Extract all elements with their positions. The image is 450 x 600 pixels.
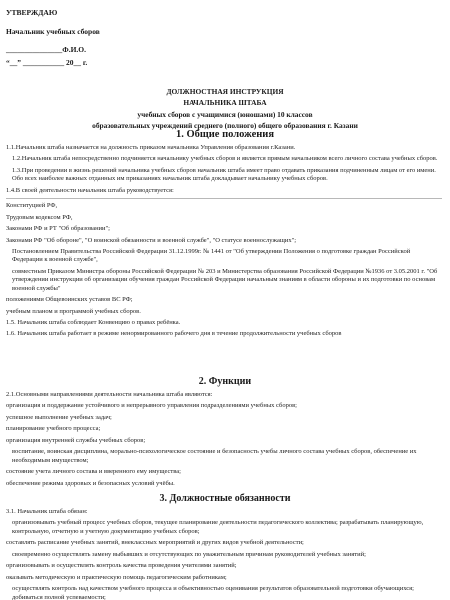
section-1-body xyxy=(6,144,442,342)
section-2-body xyxy=(6,391,442,491)
divider xyxy=(6,198,442,199)
title-line-4: образовательных учреждений среднего (полного) общего образования г. Казани xyxy=(92,121,358,131)
section-1-heading: 1. Общие положения xyxy=(175,129,275,140)
paragraph: оказывать методическую и практическую помощь педагогическим работникам; xyxy=(6,573,227,581)
section-2-heading: 2. Функции xyxy=(198,376,252,387)
paragraph: 2.1.Основными направлениями деятельности начальника штаба являются: xyxy=(6,391,213,398)
paragraph: 1.5. Начальник штаба соблюдает Конвенцию о правах ребёнка. xyxy=(6,319,181,326)
paragraph: 1.3.При проведении в жизнь решений начальника учебных сборов начальник штаба имеет право отдавать приказания подчиненным лицам от его имени. Обо всех наиболее важных отданных им приказаниях начальник штаба докладывает начальнику учебных сборов. xyxy=(12,166,436,183)
paragraph: 1.1.Начальник штаба назначается на должность приказом начальника Управления образования г.Казани. xyxy=(6,144,296,151)
paragraph: организация и поддержание устойчивого и непрерывного управления подразделениями учебных сборов; xyxy=(6,402,297,410)
paragraph: 1.2.Начальник штаба непосредственно подчиняется начальнику учебных сборов и является прямым начальником всего личного состава учебных сборов. xyxy=(12,155,438,163)
paragraph: Законами РФ и РТ "Об образовании"; xyxy=(6,225,110,233)
paragraph: организовывать и осуществлять контроль качества проведения учителями занятий; xyxy=(6,562,237,570)
section-3-body xyxy=(6,508,442,600)
paragraph: осуществлять контроль над качеством учебного процесса и объективностью оценивания результатов образовательной подготовки обучающихся; добиваться полной успеваемости; xyxy=(12,585,414,600)
signature-line: _______________Ф.И.О. xyxy=(6,45,86,55)
paragraph: 3.1. Начальник штаба обязан: xyxy=(6,508,88,515)
title-line-2: НАЧАЛЬНИКА ШТАБА xyxy=(183,98,267,108)
paragraph: 1.6. Начальник штаба работает в режиме ненормированного рабочего дня в течение продолжительности учебных сборов xyxy=(6,330,342,338)
approver-position: Начальник учебных сборов xyxy=(6,27,100,37)
paragraph: 1.4.В своей деятельности начальник штаба руководствуется: xyxy=(6,186,174,194)
paragraph: совместным Приказом Министра обороны Российской Федерации № 203 и Министерства образования Российской Федерации №1936 от 3.05.2001 г. "Об утверждении инструкции об организации обучения граждан Российской Федерации начальным знаниям в области обороны и их подготовки по основам военной службы" xyxy=(12,267,438,292)
paragraph: своевременно осуществлять замену выбывших и отсутствующих по уважительным причинам руководителей учебных занятий; xyxy=(12,550,366,558)
paragraph: Законами РФ "Об обороне", "О воинской обязанности и военной службе", "О статусе военнослужащих"; xyxy=(6,236,297,244)
paragraph: организация внутренней службы учебных сборов; xyxy=(6,436,146,444)
date-line: “__” ___________ 20__ г. xyxy=(6,58,88,68)
paragraph: обеспечение режима здоровых и безопасных условий учёбы. xyxy=(6,479,175,487)
section-3-heading: 3. Должностные обязанности xyxy=(159,493,291,504)
paragraph: учебным планом и программой учебных сборов. xyxy=(6,307,141,315)
document-title xyxy=(0,86,450,132)
paragraph: воспитание, воинская дисциплина, морально-психологическое состояние и безопасность учебы личного состава учебных сборов, обеспечение их необходимым имуществом; xyxy=(12,448,417,464)
paragraph: Постановлением Правительства Российской Федерации 31.12.1999г. № 1441 от "Об утверждении Положения о подготовке граждан Российской Федерации к военной службе", xyxy=(12,247,411,264)
title-line-1: ДОЛЖНОСТНАЯ ИНСТРУКЦИЯ xyxy=(166,87,284,96)
paragraph: составлять расписание учебных занятий, внеклассных мероприятий и других видов учебной деятельности; xyxy=(6,539,304,547)
paragraph: Трудовым кодексом РФ, xyxy=(6,213,73,221)
paragraph: организовывать учебный процесс учебных сборов, текущее планирование деятельности педагогического коллектива; разрабатывать планирующую, контрольную, отчетную и учетную документацию учебных сборов; xyxy=(12,519,424,535)
approval-block xyxy=(6,8,100,69)
paragraph: успешное выполнение учебных задач; xyxy=(6,413,112,421)
paragraph: планирование учебного процесса; xyxy=(6,425,101,433)
paragraph: положениями Общевоинских уставов ВС РФ; xyxy=(6,296,133,304)
paragraph: состояние учета личного состава и вверенного ему имущества; xyxy=(6,468,181,476)
title-line-3: учебных сборов с учащимися (юношами) 10 классов xyxy=(137,109,313,119)
approve-label: УТВЕРЖДАЮ xyxy=(6,8,58,17)
paragraph: Конституцией РФ, xyxy=(6,202,58,210)
